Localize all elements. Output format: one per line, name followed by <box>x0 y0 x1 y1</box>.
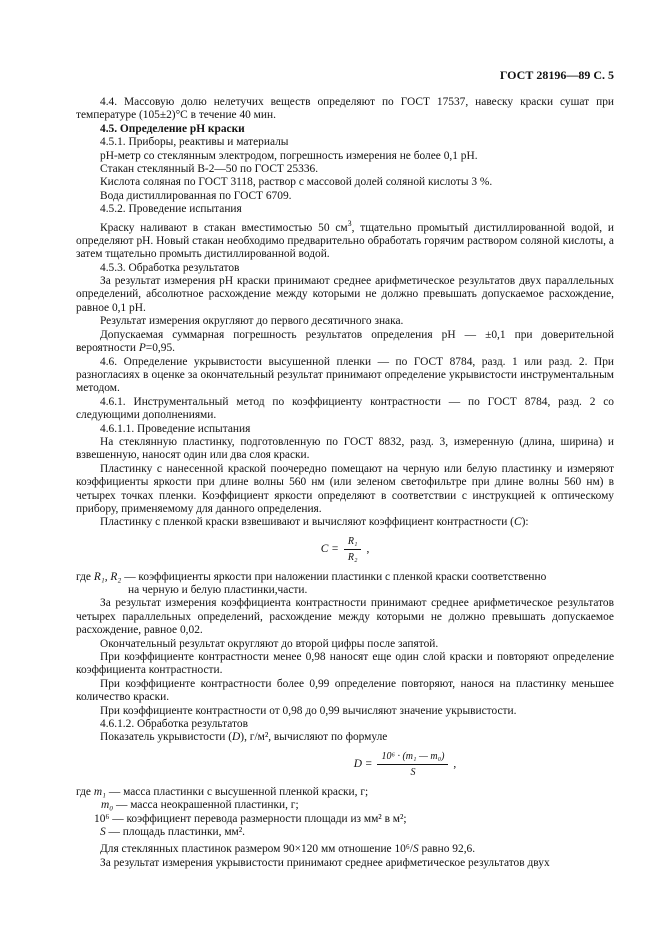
paragraph-error <box>76 329 614 356</box>
list-item: Кислота соляная по ГОСТ 3118, раствор с массовой долей соляной кислоты 3 %. <box>100 176 493 189</box>
text-span: Пластинку с пленкой краски взвешивают и вычисляют коэффициент контрастности ( <box>100 516 514 529</box>
formula-tail: , <box>453 758 457 771</box>
where-item <box>76 799 614 812</box>
fraction <box>344 535 362 565</box>
variable-m1: m₁ <box>93 785 106 798</box>
formula-hiding-power <box>196 750 614 780</box>
paragraph-4-5-2 <box>76 217 614 262</box>
subsection-heading-4-6-1-2: 4.6.1.2. Обработка результатов <box>100 718 248 731</box>
paragraph-contrast-result: За результат измерения коэффициента контрастности принимают среднее арифметическое результатов четырех параллельных определений, расхождение между которыми не должно превышать допускаемое расхождение, равное 0,02. <box>76 597 614 637</box>
variable-c: C <box>513 516 522 529</box>
constant-10-6: 10⁶ <box>94 812 110 825</box>
subsection-heading-4-6-1-1: 4.6.1.1. Проведение испытания <box>100 422 251 435</box>
fraction-denominator: R₂ <box>347 552 358 564</box>
paragraph-rounding: Результат измерения округляют до первого десятичного знака. <box>100 315 404 328</box>
variable-r: R₁, R₂ <box>93 570 122 583</box>
paragraph-final-rounding: Окончательный результат округляют до второй цифры после запятой. <box>100 637 439 650</box>
list-item: Стакан стеклянный В-2—50 по ГОСТ 25336. <box>100 163 319 176</box>
page-header: ГОСТ 28196—89 С. 5 <box>499 68 614 82</box>
text-span: ): <box>521 516 529 529</box>
formula-contrast <box>76 535 614 565</box>
fraction-numerator: R₁ <box>344 535 362 550</box>
where-clause <box>76 571 614 584</box>
text-span: — масса неокрашенной пластинки, г; <box>113 799 299 812</box>
where-item <box>76 786 614 799</box>
paragraph-4-6: 4.6. Определение укрывистости высушенной пленки — по ГОСТ 8784, разд. 1 или разд. 2. При разногласиях в оценке за окончательный результат принимают определение укрывистости инструментальным методом. <box>76 355 614 395</box>
text-span: — коэффициенты яркости при наложении пластинки с пленкой краски соответственно <box>121 570 547 583</box>
variable-p: P <box>138 342 146 355</box>
formula-lhs: D = <box>353 758 373 771</box>
text-span: — коэффициент перевода размерности площади из мм² в м²; <box>109 812 407 825</box>
text-span: ), г/м², вычисляют по формуле <box>240 731 388 744</box>
paragraph-contrast <box>76 516 614 529</box>
fraction-denominator: S <box>410 767 416 779</box>
paragraph-4-4: 4.4. Массовую долю нелетучих веществ определяют по ГОСТ 17537, навеску краски сушат при температуре (105±2)°С в течение 40 мин. <box>76 96 614 122</box>
list-item: рН-метр со стеклянным электродом, погрешность измерения не более 0,1 рН. <box>100 149 478 162</box>
variable-s: S <box>100 825 106 838</box>
text-span: где <box>76 785 94 798</box>
paragraph-4-6-1: 4.6.1. Инструментальный метод по коэффициенту контрастности — по ГОСТ 8784, разд. 2 со следующими дополнениями. <box>76 395 614 422</box>
paragraph-high-contrast: При коэффициенте контрастности более 0,99 определение повторяют, нанося на пластинку меньшее количество краски. <box>76 677 614 704</box>
paragraph-range: При коэффициенте контрастности от 0,98 до 0,99 вычисляют значение укрывистости. <box>100 704 517 717</box>
document-body <box>76 96 614 870</box>
paragraph-ratio <box>76 843 614 856</box>
where-item <box>76 826 614 839</box>
superscript: 3 <box>347 218 352 228</box>
formula-tail: , <box>366 543 370 555</box>
text-span: Для стеклянных пластинок размером 90×120 мм отношение 10⁶/ <box>100 843 413 856</box>
text-span: =0,95. <box>145 342 175 355</box>
paragraph-plate-prep: На стеклянную пластинку, подготовленную по ГОСТ 8832, разд. 3, измеренную (длина, ширина) и взвешенную, наносят один или два слоя краски. <box>76 435 614 462</box>
paragraph-low-contrast: При коэффициенте контрастности менее 0,98 наносят еще один слой краски и повторяют определение коэффициента контрастности. <box>76 651 614 677</box>
paragraph-measurement: Пластинку с нанесенной краской поочередно помещают на черную или белую пластинку и измеряют коэффициенты яркости при длине волны 560 нм (или зеленом светофильтре при длине волны 560 нм) в четырех точках пленки. Коэффициент яркости определяют в соответствии с инструкцией к оптическому прибору, применяемому для данного определения. <box>76 462 614 515</box>
text-span: , тщательно промытый дистиллированной водой, и определяют рН. Новый стакан необходимо предварительно обработать горячим раствором соляной кислоты, а затем тщательно промыть дистиллированной водой. <box>76 221 614 261</box>
fraction-numerator: 10⁶ · (m₁ — m₀) <box>377 750 448 765</box>
text-span: Допускаемая суммарная погрешность результатов определения рН — ±0,1 при доверительной вероятности <box>76 328 614 355</box>
section-heading-4-5: 4.5. Определение рН краски <box>100 122 245 135</box>
paragraph-final-result: За результат измерения укрывистости принимают среднее арифметическое результатов двух <box>100 856 550 869</box>
text-span: где <box>76 570 94 583</box>
text-span: равно 92,6. <box>418 843 476 856</box>
list-item: Вода дистиллированная по ГОСТ 6709. <box>100 189 292 202</box>
variable-d: D <box>232 731 241 744</box>
paragraph-4-5-3: За результат измерения рН краски принимают среднее арифметическое результатов двух параллельных определений, абсолютное расхождение между которыми не должно превышать допускаемое расхождение, равное 0,1 рН. <box>76 275 614 314</box>
where-item <box>76 813 614 826</box>
subsection-heading-4-5-3: 4.5.3. Обработка результатов <box>100 261 240 274</box>
text-span: Показатель укрывистости ( <box>100 731 233 744</box>
subsection-heading-4-5-1: 4.5.1. Приборы, реактивы и материалы <box>100 136 289 149</box>
formula-lhs: C = <box>320 543 339 555</box>
text-span: — площадь пластинки, мм². <box>105 825 245 838</box>
variable-s: S <box>412 843 419 856</box>
variable-m0: m₀ <box>101 799 114 812</box>
text-span: Краску наливают в стакан вместимостью 50 см <box>100 221 348 234</box>
text-span: — масса пластинки с высушенной пленкой краски, г; <box>106 785 369 798</box>
subsection-heading-4-5-2: 4.5.2. Проведение испытания <box>100 203 242 216</box>
fraction <box>377 750 448 780</box>
where-clause-continuation: на черную и белую пластинки,части. <box>128 584 308 597</box>
paragraph-hiding-power <box>76 731 614 744</box>
